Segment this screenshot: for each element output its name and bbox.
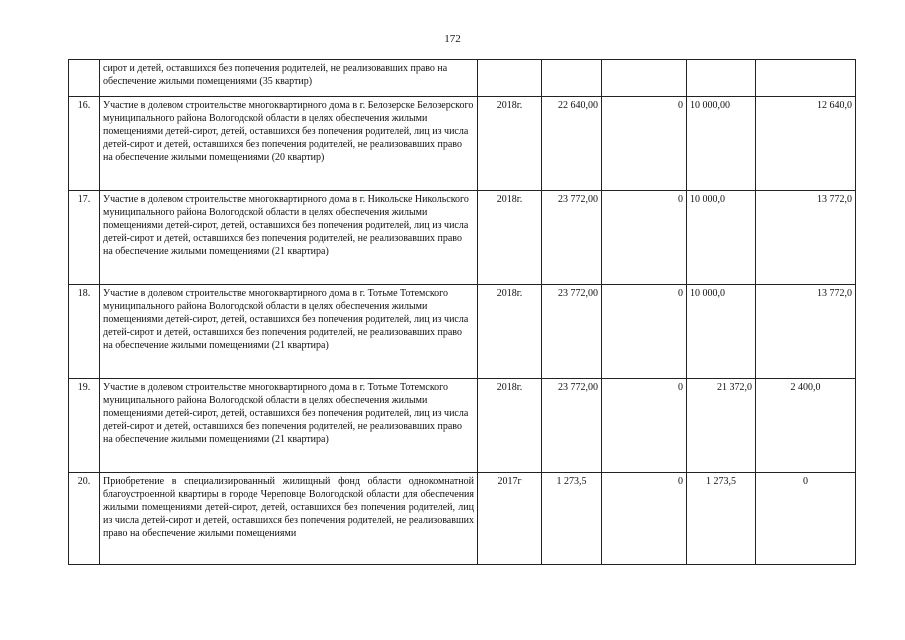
row-value-3: 0 (602, 97, 687, 191)
row-total: 22 640,00 (542, 97, 602, 191)
row-description: Участие в долевом строительстве многоквартирного дома в г. Тотьме Тотемского муниципального района Вологодской области в целях обеспечения жилыми помещениями детей-сирот, детей, оставшихся без попечения родителей, лиц из числа детей-сирот и детей, оставшихся без попечения родителей, не реализовавших право на обеспечение жилыми помещениями (21 квартира) (100, 379, 478, 473)
row-description: Участие в долевом строительстве многоквартирного дома в г. Никольске Никольского муниципального района Вологодской области в целях обеспечения жилыми помещениями детей-сирот, детей, оставшихся без попечения родителей, лиц из числа детей-сирот и детей, оставшихся без попечения родителей, не реализовавших право на обеспечение жилыми помещениями (21 квартира) (100, 191, 478, 285)
row-value-3: 0 (602, 191, 687, 285)
row-description: Участие в долевом строительстве многоквартирного дома в г. Тотьме Тотемского муниципального района Вологодской области в целях обеспечения жилыми помещениями детей-сирот, детей, оставшихся без попечения родителей, лиц из числа детей-сирот и детей, оставшихся без попечения родителей, не реализовавших право на обеспечение жилыми помещениями (21 квартира) (100, 285, 478, 379)
program-table (68, 59, 856, 565)
table-row (69, 97, 856, 191)
row-total: 23 772,00 (542, 285, 602, 379)
row-value-5: 12 640,0 (756, 97, 856, 191)
row-description: сирот и детей, оставшихся без попечения родителей, не реализовавших право на обеспечение жилыми помещениями (35 квартир) (100, 60, 478, 97)
row-year: 2018г. (478, 191, 542, 285)
row-value-4: 21 372,0 (687, 379, 756, 473)
row-value-5: 2 400,0 (756, 379, 856, 473)
row-description: Участие в долевом строительстве многоквартирного дома в г. Белозерске Белозерского муниципального района Вологодской области в целях обеспечения жилыми помещениями детей-сирот, детей, оставшихся без попечения родителей, лиц из числа детей-сирот и детей, оставшихся без попечения родителей, не реализовавших право на обеспечение жилыми помещениями (20 квартир) (100, 97, 478, 191)
row-year (478, 60, 542, 97)
row-number: 17. (69, 191, 100, 285)
row-value-5: 0 (756, 473, 856, 565)
table-row (69, 379, 856, 473)
row-value-3 (602, 60, 687, 97)
row-value-4 (687, 60, 756, 97)
row-total (542, 60, 602, 97)
row-total: 1 273,5 (542, 473, 602, 565)
row-value-5: 13 772,0 (756, 191, 856, 285)
row-total: 23 772,00 (542, 191, 602, 285)
row-value-5: 13 772,0 (756, 285, 856, 379)
row-value-4: 1 273,5 (687, 473, 756, 565)
row-number: 20. (69, 473, 100, 565)
row-value-3: 0 (602, 285, 687, 379)
row-value-3: 0 (602, 379, 687, 473)
table-row (69, 285, 856, 379)
row-value-3: 0 (602, 473, 687, 565)
table-row (69, 60, 856, 97)
row-value-4: 10 000,0 (687, 285, 756, 379)
row-number: 16. (69, 97, 100, 191)
page-number: 172 (444, 33, 461, 45)
row-value-5 (756, 60, 856, 97)
row-description: Приобретение в специализированный жилищный фонд области однокомнатной благоустроенной квартиры в городе Череповце Вологодской области для обеспечения жилыми помещениями детей-сирот, детей, оставшихся без попечения родителей, лиц из числа детей-сирот и детей, оставшихся без попечения родителей, не реализовавших право на обеспечение жилыми помещениями (100, 473, 478, 565)
row-year: 2018г. (478, 285, 542, 379)
row-total: 23 772,00 (542, 379, 602, 473)
table-row (69, 191, 856, 285)
row-number: 19. (69, 379, 100, 473)
row-year: 2017г (478, 473, 542, 565)
row-number (69, 60, 100, 97)
row-value-4: 10 000,0 (687, 191, 756, 285)
row-year: 2018г. (478, 379, 542, 473)
table-row (69, 473, 856, 565)
row-number: 18. (69, 285, 100, 379)
row-value-4: 10 000,00 (687, 97, 756, 191)
row-year: 2018г. (478, 97, 542, 191)
